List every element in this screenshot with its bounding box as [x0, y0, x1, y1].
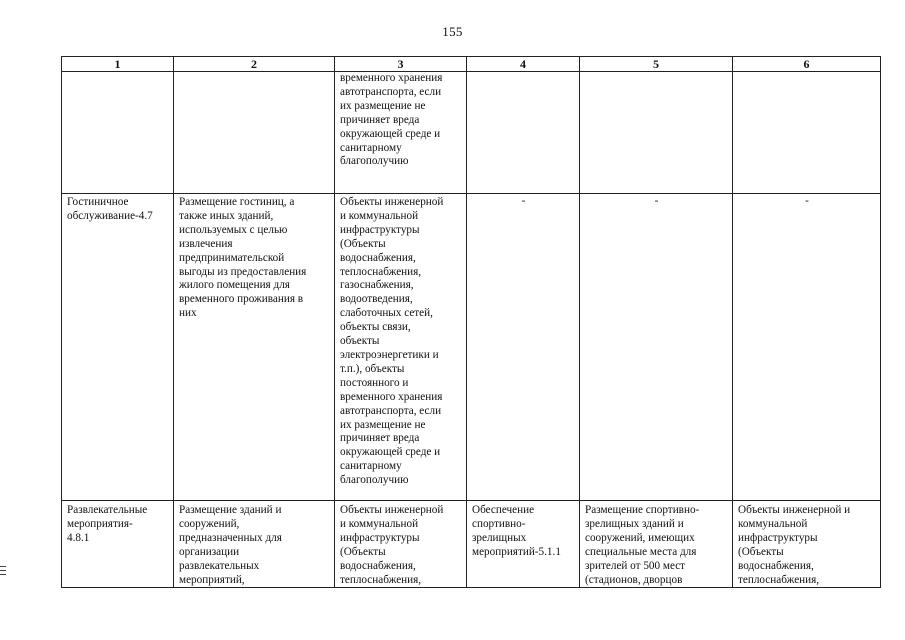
column-header-5: 5 [580, 57, 733, 72]
cell-text: временного хранения автотранспорта, если их размещение не причиняет вреда окружающей среде и санитарному благополучию [340, 72, 443, 168]
conditional-use-name: Обеспечение спортивно- зрелищных мероприятий-5.1.1 [472, 504, 561, 558]
table-row [62, 72, 881, 194]
table-cell [335, 72, 467, 194]
table-header-row [62, 57, 881, 72]
table-cell [62, 501, 174, 588]
table-cell [580, 501, 733, 588]
use-type-name: Гостиничное обслуживание-4.7 [67, 196, 153, 222]
use-type-description: Размещение зданий и сооружений, предназначенных для организации развлекательных мероприятий, [179, 504, 282, 586]
table-cell [174, 501, 335, 588]
table-cell [62, 194, 174, 501]
table-cell [733, 194, 881, 501]
empty-dash: - [521, 195, 526, 207]
margin-scan-marks [0, 566, 6, 578]
table-cell [174, 72, 335, 194]
table-row [62, 194, 881, 501]
table-cell [62, 72, 174, 194]
table-cell [335, 501, 467, 588]
column-header-6: 6 [733, 57, 881, 72]
empty-dash: - [805, 195, 809, 207]
page-number: 155 [442, 24, 463, 39]
table-cell [580, 72, 733, 194]
column-header-3: 3 [335, 57, 467, 72]
table-cell [733, 501, 881, 588]
use-type-description: Размещение гостиниц, а также иных зданий, используемых с целью извлечения предпринимательской выгоды из предоставления жилого помещения для временного проживания в них [179, 196, 307, 320]
table-cell [467, 501, 580, 588]
table-cell [174, 194, 335, 501]
auxiliary-objects: Объекты инженерной и коммунальной инфраструктуры (Объекты водоснабжения, теплоснабжения, газоснабжения, водоотведения, слаботочных сетей, объекты связи, объекты электроэнергетики и т.п.), объекты постоянного и временного хранения автотранспорта, если их размещение не причиняет вреда окружающей среде и санитарному благополучию [340, 196, 444, 487]
table-cell [467, 194, 580, 501]
table-cell [335, 194, 467, 501]
use-type-name: Развлекательные мероприятия- 4.8.1 [67, 504, 148, 544]
column-header-4: 4 [467, 57, 580, 72]
table-cell [733, 72, 881, 194]
empty-dash: - [654, 195, 659, 207]
table-cell [580, 194, 733, 501]
table-cell [467, 72, 580, 194]
conditional-auxiliary-objects: Объекты инженерной и коммунальной инфраструктуры (Объекты водоснабжения, теплоснабжения, [738, 504, 851, 586]
auxiliary-objects: Объекты инженерной и коммунальной инфраструктуры (Объекты водоснабжения, теплоснабжения, [340, 504, 444, 586]
land-use-table [61, 56, 881, 588]
table-row [62, 501, 881, 588]
column-header-2: 2 [174, 57, 335, 72]
conditional-use-description: Размещение спортивно- зрелищных зданий и сооружений, имеющих специальные места для зрителей от 500 мест (стадионов, дворцов [585, 504, 700, 586]
column-header-1: 1 [62, 57, 174, 72]
